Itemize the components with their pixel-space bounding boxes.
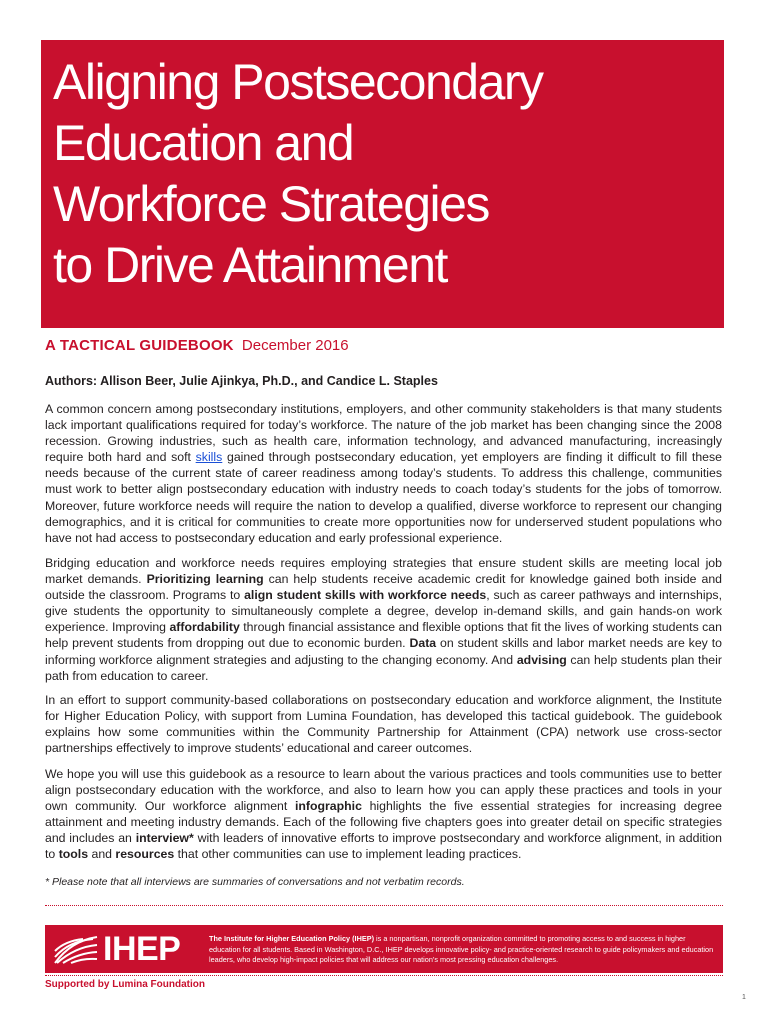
title-line-4: to Drive Attainment: [53, 237, 447, 293]
p4-text-5: that other communities can use to implement leading practices.: [174, 847, 522, 862]
p4-text-1: We hope you will use this guidebook as a resource to learn about the various practices and tools communities use to better align postsecondary education with the workforce, and also to learn how you can apply these practices and tools in your own community. Our workforce alignment: [45, 767, 722, 814]
p1-text-b: gained through postsecondary education, yet employers are finding it difficult to fill these needs because of the current state of career readiness among today’s students. To address this challenge, communities must work to better align postsecondary education with industry needs to coach today’s students for the jobs of tomorrow. Moreover, future workforce needs will require the nation to develop a qualified, diverse workforce to represent our changing demographics, and it is critical for communities to create more opportunities now for underserved student populations who have not had access to postsecondary education and early professional experience.: [45, 450, 722, 545]
p2-text-4: through financial assistance and flexible options that fit the lives of working students can help prevent students from dropping out due to economic burden.: [45, 620, 722, 651]
title-line-1: Aligning Postsecondary: [53, 54, 543, 110]
p2-bold-advising: advising: [516, 652, 567, 667]
authors-line: Authors: Allison Beer, Julie Ajinkya, Ph.D., and Candice L. Staples: [45, 374, 438, 388]
ihep-arcs-icon: [53, 933, 99, 965]
p2-text-6: can help students plan their path from education to career.: [45, 652, 722, 683]
p4-text-3: with leaders of innovative efforts to improve postsecondary and workforce alignment, in addition to: [45, 831, 722, 862]
p4-text-4: and: [88, 847, 116, 862]
page-number: 1: [742, 994, 746, 1001]
footnote: * Please note that all interviews are summaries of conversations and not verbatim records.: [45, 876, 465, 888]
ihep-description-bold: The Institute for Higher Education Policy (IHEP): [209, 934, 375, 943]
p1-text-a: A common concern among postsecondary institutions, employers, and other community stakeholders is that many students lack important qualifications required for today’s workforce. The nature of the job market has been changing since the 2008 recession. Growing industries, such as health care, information technology, and advanced manufacturing, increasingly require both hard and soft: [45, 402, 722, 465]
ihep-description: [209, 934, 717, 966]
subtitle: [45, 337, 349, 354]
dotted-divider-top: [45, 905, 723, 906]
p2-bold-data: Data: [409, 636, 437, 651]
ihep-footer-band: [45, 925, 723, 973]
dotted-divider-bottom: [45, 975, 723, 976]
paragraph-4: [45, 766, 722, 863]
title-banner: [41, 40, 724, 328]
paragraph-2: [45, 555, 722, 684]
title-line-2: Education and: [53, 115, 354, 171]
p4-bold-interview: interview*: [135, 831, 194, 846]
p2-bold-affordability: affordability: [169, 620, 240, 635]
supported-by: Supported by Lumina Foundation: [45, 979, 205, 990]
p4-bold-resources: resources: [115, 847, 175, 862]
paragraph-3: In an effort to support community-based collaborations on postsecondary education and workforce alignment, the Institute for Higher Education Policy, with support from Lumina Foundation, has developed this tactical guidebook. The guidebook explains how some communities within the Community Partnership for Attainment (CPA) network use cross-sector partnerships effectively to improve students’ educational and career outcomes.: [45, 693, 722, 756]
p2-bold-prioritizing-learning: Prioritizing learning: [146, 572, 264, 587]
ihep-logo-text: IHEP: [103, 930, 181, 968]
p4-bold-infographic: infographic: [294, 799, 362, 814]
subtitle-label: A TACTICAL GUIDEBOOK: [45, 337, 234, 354]
p2-bold-align-skills: align student skills with workforce needs: [244, 588, 487, 603]
p2-text-1: Bridging education and workforce needs requires employing strategies that ensure student skills are meeting local job market demands.: [45, 556, 722, 587]
p2-text-3: , such as career pathways and internships, give students the opportunity to simultaneously complete a degree, develop in-demand skills, and gain hands-on work experience. Improving: [45, 588, 722, 635]
paragraph-1: [45, 401, 722, 546]
document-title: [53, 52, 714, 296]
title-line-3: Workforce Strategies: [53, 176, 489, 232]
skills-link[interactable]: skills: [195, 450, 223, 465]
subtitle-date: December 2016: [241, 337, 349, 354]
p2-text-2: can help students receive academic credit for knowledge gained both inside and outside the classroom. Programs to: [45, 572, 722, 603]
p4-bold-tools: tools: [58, 847, 89, 862]
p4-text-2: highlights the five essential strategies for increasing degree attainment and meeting industry demands. Each of the following five chapters goes into greater detail on specific strategies and includes an: [45, 799, 722, 846]
p2-text-5: on student skills and labor market needs are key to informing workforce alignment strategies and adjusting to the changing economy. And: [45, 636, 722, 667]
ihep-description-text: is a nonpartisan, nonprofit organization committed to promoting access to and success in higher education for all students. Based in Washington, D.C., IHEP develops innovative policy- and practice-oriented research to guide policymakers and education leaders, who develop high-impact policies that will address our nation’s most pressing education challenges.: [209, 934, 714, 965]
